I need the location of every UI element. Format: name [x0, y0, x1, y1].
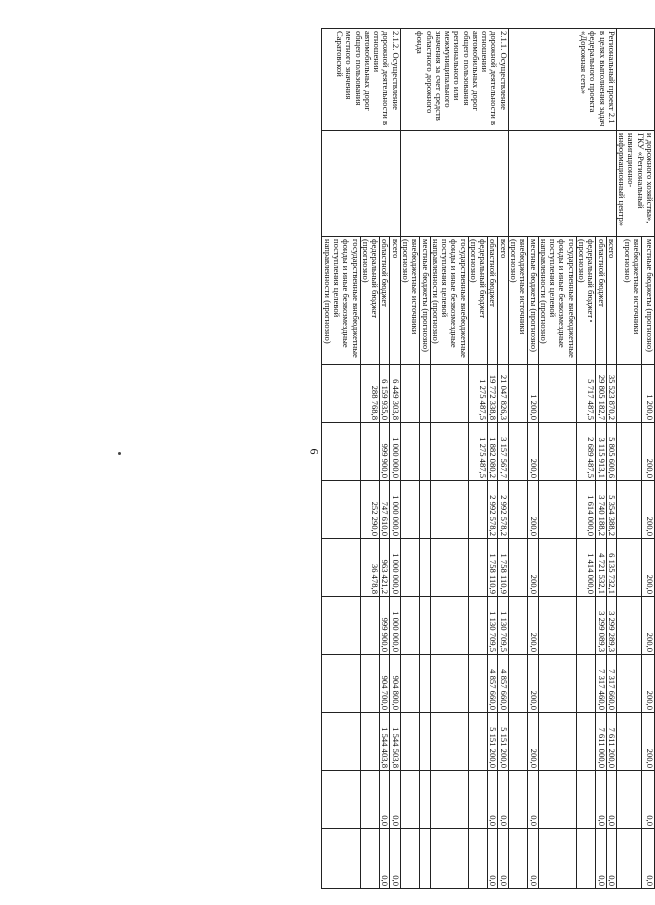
amount-cell: 963 421,2 [380, 539, 390, 597]
amount-cell: 3 299 089,3 [596, 597, 606, 655]
amount-cell [576, 829, 596, 889]
amount-cell [400, 713, 420, 771]
amount-cell [420, 713, 430, 771]
amount-cell: 288 768,8 [360, 365, 380, 423]
amount-cell: 200,0 [641, 481, 654, 539]
amount-cell [538, 539, 576, 597]
amount-cell: 3 299 289,3 [606, 597, 616, 655]
amount-cell: 0,0 [596, 771, 606, 829]
amount-cell [322, 423, 360, 481]
amount-cell [616, 539, 641, 597]
amount-cell [360, 423, 380, 481]
amount-cell [322, 365, 360, 423]
amount-cell [420, 539, 430, 597]
amount-cell [420, 365, 430, 423]
amount-cell: 0,0 [641, 771, 654, 829]
amount-cell [508, 539, 528, 597]
executor-cell [508, 131, 616, 237]
amount-cell: 0,0 [606, 771, 616, 829]
table-row [390, 29, 400, 889]
funding-source-cell: всего [606, 237, 616, 365]
funding-source-cell: внебюджетные источники (прогнозно) [508, 237, 528, 365]
amount-cell [360, 771, 380, 829]
amount-cell [400, 771, 420, 829]
amount-cell [420, 423, 430, 481]
amount-cell: 200,0 [528, 481, 538, 539]
page-number: 6 [307, 448, 322, 455]
amount-cell [538, 481, 576, 539]
amount-cell: 1 000 000,0 [390, 539, 400, 597]
amount-cell [468, 771, 488, 829]
amount-cell [538, 655, 576, 713]
amount-cell [360, 597, 380, 655]
amount-cell: 2 992 578,2 [488, 481, 498, 539]
amount-cell: 0,0 [390, 829, 400, 889]
funding-source-cell: внебюджетные источники (прогнозно) [616, 237, 641, 365]
amount-cell [538, 597, 576, 655]
amount-cell [468, 597, 488, 655]
section-name-cell: 2.1.1. Осуществление дорожной деятельности в отношении автомобильных дорог общего пользования регионального или межмуниципального значения за счет средств областного дорожного фонда [400, 29, 508, 131]
amount-cell: 1 000 000,0 [390, 481, 400, 539]
amount-cell: 1 200,0 [528, 365, 538, 423]
amount-cell [508, 771, 528, 829]
amount-cell [420, 481, 430, 539]
amount-cell [508, 365, 528, 423]
amount-cell [616, 597, 641, 655]
amount-cell [400, 365, 420, 423]
amount-cell [322, 655, 360, 713]
amount-cell: 1 414 000,0 [576, 539, 596, 597]
amount-cell: 1 130 709,5 [488, 597, 498, 655]
amount-cell [420, 655, 430, 713]
amount-cell: 7 317 660,0 [606, 655, 616, 713]
amount-cell: 21 047 826,3 [498, 365, 508, 423]
funding-source-cell: федеральный бюджет (прогнозно) [360, 237, 380, 365]
amount-cell: 0,0 [380, 771, 390, 829]
amount-cell [508, 655, 528, 713]
executor-cell [322, 131, 400, 237]
amount-cell: 200,0 [641, 713, 654, 771]
amount-cell [400, 829, 420, 889]
amount-cell [616, 655, 641, 713]
amount-cell [468, 713, 488, 771]
table-row [498, 29, 508, 889]
amount-cell: 5 805 600,6 [606, 423, 616, 481]
funding-source-cell: государственные внебюджетные фонды и иные безвозмездные поступления целевой направленности (прогнозно) [538, 237, 576, 365]
amount-cell [430, 597, 468, 655]
amount-cell [576, 713, 596, 771]
funding-source-cell: областной бюджет [380, 237, 390, 365]
amount-cell: 1 758 110,9 [488, 539, 498, 597]
amount-cell: 3 740 188,2 [596, 481, 606, 539]
amount-cell [468, 539, 488, 597]
amount-cell: 0,0 [528, 829, 538, 889]
amount-cell: 200,0 [641, 655, 654, 713]
amount-cell [430, 771, 468, 829]
amount-cell [538, 713, 576, 771]
amount-cell: 5 717 487,5 [576, 365, 596, 423]
amount-cell: 0,0 [488, 829, 498, 889]
amount-cell: 7 611 200,0 [606, 713, 616, 771]
amount-cell: 999 900,0 [380, 597, 390, 655]
amount-cell: 1 275 487,5 [468, 423, 488, 481]
amount-cell: 1 544 403,8 [380, 713, 390, 771]
amount-cell: 5 354 388,2 [606, 481, 616, 539]
amount-cell [508, 597, 528, 655]
funding-source-cell: государственные внебюджетные фонды и иные безвозмездные поступления целевой направленности (прогнозно) [430, 237, 468, 365]
funding-source-cell: государственные внебюджетные фонды и иные безвозмездные поступления целевой направленности (прогнозно) [322, 237, 360, 365]
amount-cell: 7 611 000,0 [596, 713, 606, 771]
amount-cell: 0,0 [498, 771, 508, 829]
amount-cell: 0,0 [380, 829, 390, 889]
amount-cell [430, 365, 468, 423]
amount-cell [430, 713, 468, 771]
amount-cell: 4 721 532,1 [596, 539, 606, 597]
funding-source-cell: местные бюджеты (прогнозно) [641, 237, 654, 365]
funding-source-cell: областной бюджет [596, 237, 606, 365]
amount-cell [400, 423, 420, 481]
executor-cell: и дорожного хозяйства», ГКУ «Региональный навигационно-информационный центр» [616, 131, 654, 237]
amount-cell [420, 771, 430, 829]
amount-cell [576, 655, 596, 713]
section-name-cell [616, 29, 654, 131]
amount-cell [360, 713, 380, 771]
amount-cell [468, 481, 488, 539]
executor-cell [400, 131, 508, 237]
funding-source-cell: внебюджетные источники (прогнозно) [400, 237, 420, 365]
amount-cell: 5 151 200,0 [488, 713, 498, 771]
amount-cell [616, 423, 641, 481]
amount-cell [508, 713, 528, 771]
amount-cell: 0,0 [596, 829, 606, 889]
amount-cell [616, 713, 641, 771]
amount-cell [616, 771, 641, 829]
funding-source-cell: местные бюджеты (прогнозно) [528, 237, 538, 365]
amount-cell: 200,0 [528, 713, 538, 771]
amount-cell: 1 882 080,2 [488, 423, 498, 481]
amount-cell [468, 655, 488, 713]
section-name-cell: Региональный проект 2.1 в целях выполнения задач федерального проекта «Дорожная сеть» [508, 29, 616, 131]
amount-cell [400, 539, 420, 597]
amount-cell: 0,0 [606, 829, 616, 889]
funding-source-cell: всего [390, 237, 400, 365]
amount-cell: 2 992 578,2 [498, 481, 508, 539]
amount-cell [322, 771, 360, 829]
funding-source-cell: местные бюджеты (прогнозно) [420, 237, 430, 365]
table-row [641, 29, 654, 889]
amount-cell: 200,0 [641, 539, 654, 597]
amount-cell [430, 423, 468, 481]
amount-cell: 1 130 709,5 [498, 597, 508, 655]
section-name-cell: 2.1.2. Осуществление дорожной деятельности в отношении автомобильных дорог общего пользования местного значения Саратовской [322, 29, 400, 131]
funding-source-cell: федеральный бюджет (прогнозно) [468, 237, 488, 365]
amount-cell [322, 829, 360, 889]
amount-cell: 999 900,0 [380, 423, 390, 481]
amount-cell: 0,0 [528, 771, 538, 829]
amount-cell [400, 481, 420, 539]
amount-cell: 6 159 935,0 [380, 365, 390, 423]
amount-cell: 200,0 [528, 597, 538, 655]
amount-cell: 1 544 503,8 [390, 713, 400, 771]
scan-speck [590, 320, 592, 322]
table-row [606, 29, 616, 889]
amount-cell [576, 597, 596, 655]
amount-cell [420, 829, 430, 889]
amount-cell [360, 829, 380, 889]
amount-cell: 0,0 [390, 771, 400, 829]
funding-source-cell: федеральный бюджет (прогнозно) [576, 237, 596, 365]
amount-cell [538, 423, 576, 481]
amount-cell: 29 805 182,7 [596, 365, 606, 423]
amount-cell: 1 000 000,0 [390, 597, 400, 655]
amount-cell: 200,0 [528, 539, 538, 597]
amount-cell: 904 800,0 [390, 655, 400, 713]
amount-cell: 6 135 732,1 [606, 539, 616, 597]
amount-cell [430, 481, 468, 539]
amount-cell: 0,0 [488, 771, 498, 829]
amount-cell [420, 597, 430, 655]
amount-cell: 6 449 303,8 [390, 365, 400, 423]
amount-cell [468, 829, 488, 889]
amount-cell: 1 000 000,0 [390, 423, 400, 481]
amount-cell [322, 597, 360, 655]
amount-cell [400, 597, 420, 655]
amount-cell [430, 655, 468, 713]
budget-table-body [322, 29, 655, 889]
amount-cell [508, 481, 528, 539]
amount-cell: 2 689 487,5 [576, 423, 596, 481]
amount-cell [430, 829, 468, 889]
amount-cell: 19 772 338,8 [488, 365, 498, 423]
amount-cell [538, 365, 576, 423]
amount-cell [360, 655, 380, 713]
amount-cell: 904 700,0 [380, 655, 390, 713]
amount-cell [538, 771, 576, 829]
amount-cell: 3 115 913,1 [596, 423, 606, 481]
budget-table [321, 28, 655, 889]
amount-cell: 5 151 200,0 [498, 713, 508, 771]
amount-cell [616, 481, 641, 539]
amount-cell: 1 758 110,9 [498, 539, 508, 597]
amount-cell: 252 290,0 [360, 481, 380, 539]
rotated-table-container [95, 28, 655, 888]
amount-cell [576, 771, 596, 829]
amount-cell: 1 614 000,0 [576, 481, 596, 539]
amount-cell [508, 829, 528, 889]
amount-cell: 0,0 [641, 829, 654, 889]
amount-cell: 36 478,8 [360, 539, 380, 597]
funding-source-cell: областной бюджет [488, 237, 498, 365]
amount-cell: 200,0 [641, 423, 654, 481]
amount-cell [508, 423, 528, 481]
amount-cell [400, 655, 420, 713]
funding-source-cell: всего [498, 237, 508, 365]
amount-cell [322, 481, 360, 539]
amount-cell [538, 829, 576, 889]
amount-cell [616, 829, 641, 889]
amount-cell [322, 713, 360, 771]
amount-cell [322, 539, 360, 597]
amount-cell: 4 857 660,0 [498, 655, 508, 713]
amount-cell [430, 539, 468, 597]
amount-cell: 1 275 487,5 [468, 365, 488, 423]
amount-cell [616, 365, 641, 423]
amount-cell: 1 200,0 [641, 365, 654, 423]
amount-cell: 0,0 [498, 829, 508, 889]
scan-speck [118, 452, 121, 455]
amount-cell: 7 317 460,0 [596, 655, 606, 713]
amount-cell: 200,0 [528, 423, 538, 481]
amount-cell: 747 610,0 [380, 481, 390, 539]
amount-cell: 35 523 870,2 [606, 365, 616, 423]
amount-cell: 200,0 [641, 597, 654, 655]
amount-cell: 3 157 567,7 [498, 423, 508, 481]
amount-cell: 200,0 [528, 655, 538, 713]
amount-cell: 4 857 660,0 [488, 655, 498, 713]
